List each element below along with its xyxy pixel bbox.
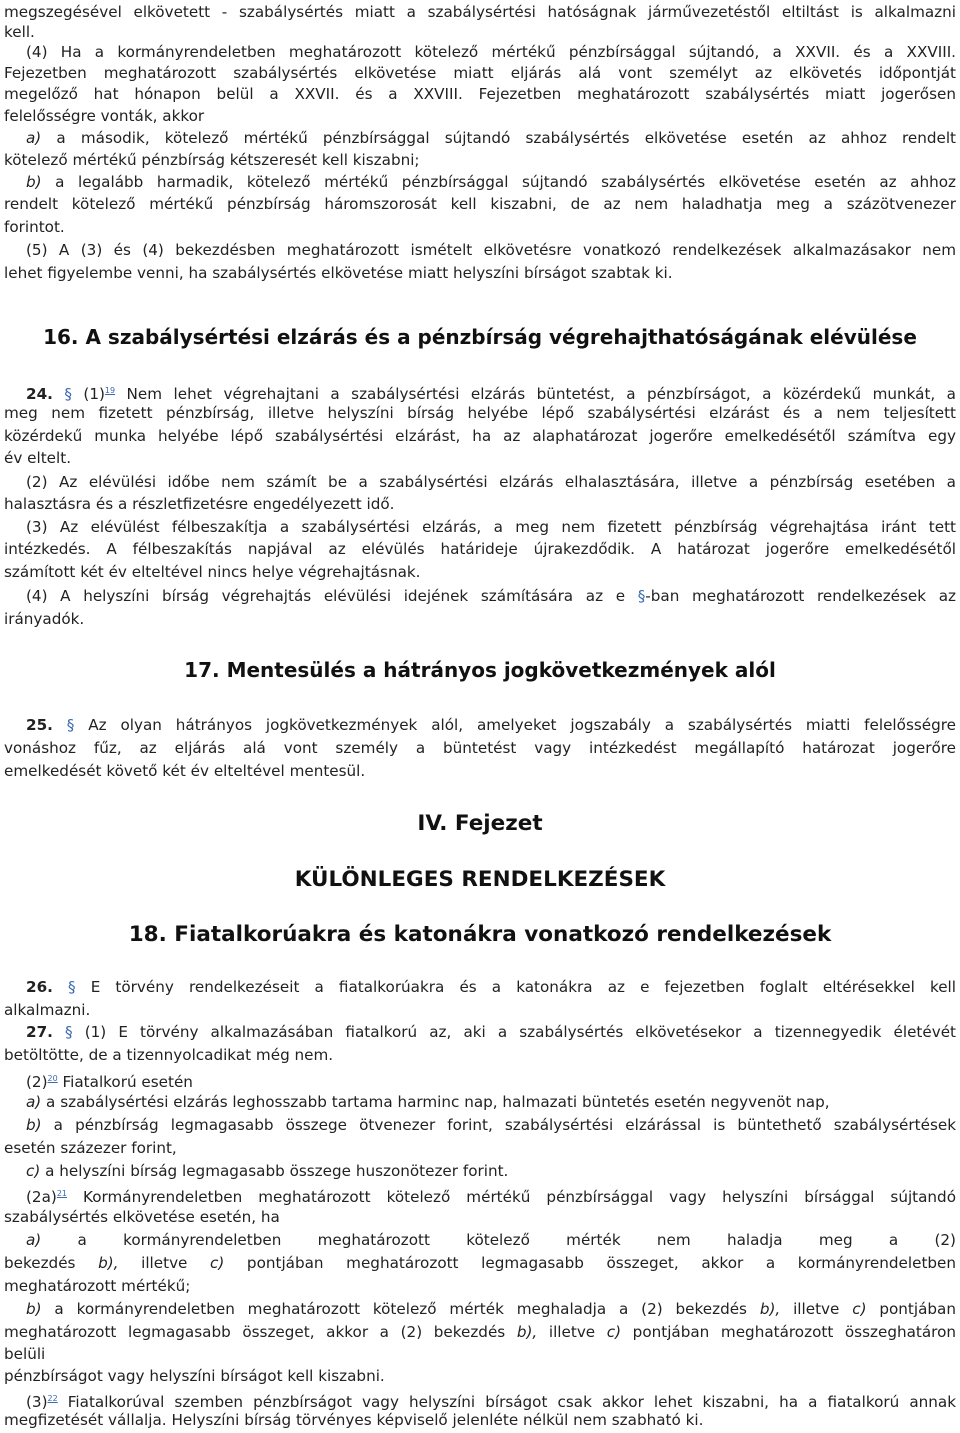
item-text: a pénzbírság legmagasabb összege ötvenezer forint, szabálysértési elzárással is büntethető szabálysértések [41,1116,956,1134]
paragraph-26 [4,975,956,999]
paragraph-25 [4,713,956,737]
section-sign-link[interactable]: § [64,385,72,404]
list-item-a [26,126,956,150]
text-line: számított két év elteltével nincs helye végrehajtásnak. [4,563,421,581]
line-text: -ban meghatározott rendelkezések az [645,587,956,605]
text-line: belüli [4,1345,46,1363]
item-marker: b), [759,1300,781,1318]
text-line: megelőző hat hónapon belül a XXVII. és a XXVIII. Fejezetben meghatározott szabálysértés miatt jogerősen [4,85,956,103]
item-text: a szabálysértési elzárás leghosszabb tartama harminc nap, halmazati büntetés esetén negyvenöt nap, [41,1093,830,1111]
paragraph-text: Az olyan hátrányos jogkövetkezmények alól, amelyeket jogszabály a szabálysértés miatti felelősségre [74,716,957,734]
text-line: Fejezetben meghatározott szabálysértés elkövetése miatt eljárás alá vont személyt az elkövetés időpontját [4,64,956,82]
text-line [26,1182,956,1206]
footnote-link-21[interactable]: 21 [56,1189,68,1198]
text-line [4,1320,956,1344]
chapter-subtitle: KÜLÖNLEGES RENDELKEZÉSEK [294,867,666,892]
list-item-a [26,1090,956,1114]
line-text: meghatározott legmagasabb összeget, akkor a (2) bekezdés [4,1323,517,1341]
line-text: Kormányrendeletben meghatározott kötelező mértékű pénzbírsággal vagy helyszíni bírsággal sújtandó [67,1188,956,1207]
item-text: a helyszíni bírság legmagasabb összege huszonötezer forint. [40,1162,509,1180]
subsection-number: (1) [83,385,105,404]
item-text: a legalább harmadik, kötelező mértékű pénzbírsággal sújtandó szabálysértés elkövetése esetén az ahhoz [41,173,956,191]
paragraph-27 [4,1020,956,1044]
section-sign-link[interactable]: § [68,978,76,996]
line-text: illetve [537,1323,607,1341]
list-item-b [26,1297,956,1321]
text-line: megfizetését vállalja. Helyszíni bírság törvényes képviselő jelenléte nélkül nem szabható ki. [4,1411,704,1429]
item-marker: b), [516,1323,538,1341]
text-line: kell. [4,23,35,41]
list-item-b [26,170,956,194]
text-line: pénzbírságot vagy helyszíni bírságot kell kiszabni. [4,1367,385,1385]
text-line: meghatározott mértékű; [4,1277,191,1295]
footnote-link-22[interactable]: 22 [47,1394,58,1403]
paragraph-number: 25. [26,716,53,734]
item-marker: c) [210,1254,225,1272]
list-item-c [26,1159,956,1183]
line-text: pontjában [866,1300,956,1318]
text-line: rendelt kötelező mértékű pénzbírság háromszorosát kell kiszabni, de az nem haladhatja meg a százötvenezer [4,195,956,213]
text-line: alkalmazni. [4,1001,91,1019]
subsection-number: (3) [26,1393,48,1412]
text-line [4,1251,956,1275]
text-line: felelősségre vonták, akkor [4,107,205,125]
line-text: Fiatalkorúval szemben pénzbírságot vagy helyszíni bírságot csak akkor lehet kiszabni, ha a fiatalkorú annak [57,1393,956,1412]
item-marker: a) [26,1093,42,1111]
item-marker: b) [26,1300,42,1318]
line-text: bekezdés [4,1254,99,1272]
chapter-title: IV. Fejezet [417,811,543,836]
text-line: betöltötte, de a tizennyolcadikat még nem. [4,1046,334,1064]
paragraph-text: E törvény rendelkezéseit a fiatalkorúakra és a katonákra az e fejezetben foglalt eltérésekkel kell [75,978,956,996]
section-sign-link[interactable]: § [65,1023,73,1041]
line-text: pontjában meghatározott legmagasabb összeget, akkor a kormányrendeletben [224,1254,957,1272]
section-heading-18: 18. Fiatalkorúakra és katonákra vonatkozó rendelkezések [128,922,832,947]
item-marker: a) [26,1231,42,1249]
section-heading-17: 17. Mentesülés a hátrányos jogkövetkezmények alól [184,658,776,682]
text-line: forintot. [4,218,65,236]
text-line: megszegésével elkövetett - szabálysértés miatt a szabálysértési hatóságnak járművezetéstől eltiltást is alkalmazni [4,3,956,21]
text-line: közérdekű munka helyébe lépő szabálysértési elzárást, ha az alaphatározat jogerőre emelkedésétől számítva egy [4,427,956,445]
text-line: (2) Az elévülési időbe nem számít be a szabálysértési elzárás elhalasztására, illetve a pénzbírság esetében a [26,473,956,491]
subsection-number: (2a) [26,1188,57,1207]
text-line: kötelező mértékű pénzbírság kétszeresét kell kiszabni; [4,151,420,169]
text-line: (4) Ha a kormányrendeletben meghatározott kötelező mértékű pénzbírsággal sújtandó, a XXVII. és a XXVIII. [26,43,956,61]
text-line: év eltelt. [4,449,72,467]
section-heading-16: 16. A szabálysértési elzárás és a pénzbírság végrehajthatóságának elévülése [43,325,917,349]
line-text: (4) A helyszíni bírság végrehajtás elévülési idejének számítására az e [26,587,638,605]
paragraph-text: (1) E törvény alkalmazásában fiatalkorú az, aki a szabálysértés elkövetésekor a tizennegyedik életévét [72,1023,957,1041]
item-marker: b) [26,1116,42,1134]
text-line [26,1067,956,1091]
text-line: esetén százezer forint, [4,1139,177,1157]
section-sign-link[interactable]: § [637,587,646,605]
list-item-b [26,1113,956,1137]
item-text: a kormányrendeletben meghatározott kötelező mérték nem haladja meg a (2) [41,1231,956,1249]
paragraph-number: 27. [26,1023,53,1041]
line-text: a kormányrendeletben meghatározott kötelező mérték meghaladja a (2) bekezdés [41,1300,760,1318]
item-text: a második, kötelező mértékű pénzbírsággal sújtandó szabálysértés elkövetése esetén az ahhoz rendelt [41,129,956,147]
paragraph-text: Nem lehet végrehajtani a szabálysértési elzárás büntetést, a pénzbírságot, a közérdekű munkát, a [115,385,956,404]
footnote-link-19[interactable]: 19 [104,386,116,395]
item-marker: a) [26,129,42,147]
line-text: Fiatalkorú esetén [57,1073,193,1092]
text-line: intézkedés. A félbeszakítás napjával az elévülés határideje újrakezdődik. A határozat jogerőre emelkedésétől [4,540,956,558]
item-marker: c) [26,1162,41,1180]
paragraph-number: 24. [26,385,53,404]
text-line: (3) Az elévülést félbeszakítja a szabálysértési elzárás, a meg nem fizetett pénzbírság végrehajtása iránt tett [26,518,956,536]
section-sign-link[interactable]: § [66,716,75,734]
text-line: lehet figyelembe venni, ha szabálysértés elkövetése miatt helyszíni bírságot szabtak ki. [4,264,673,282]
item-marker: c) [852,1300,867,1318]
line-text: pontjában meghatározott összeghatáron [621,1323,956,1341]
text-line: szabálysértés elkövetése esetén, ha [4,1208,280,1226]
text-line: (5) A (3) és (4) bekezdésben meghatározott ismételt elkövetésre vonatkozó rendelkezések alkalmazásakor nem [26,241,956,259]
text-line: meg nem fizetett pénzbírság, illetve helyszíni bírság helyébe lépő szabálysértési elzárást és a nem teljesített [4,404,956,422]
footnote-link-20[interactable]: 20 [47,1074,58,1083]
text-line: vonáshoz fűz, az eljárás alá vont személy a büntetést vagy intézkedést megállapító határozat jogerőre [4,739,956,757]
item-marker: b), [98,1254,119,1272]
line-text: illetve [118,1254,211,1272]
item-marker: b) [26,173,42,191]
text-line: emelkedését követő két év elteltével mentesül. [4,762,366,780]
subsection-number: (2) [26,1073,48,1092]
item-marker: c) [606,1323,622,1341]
text-line [26,584,956,608]
paragraph-24 [4,379,956,403]
list-item-a [26,1228,956,1252]
paragraph-number: 26. [26,978,53,996]
text-line: irányadók. [4,610,85,628]
line-text: illetve [780,1300,853,1318]
text-line: halasztásra és a részletfizetésre engedélyezett idő. [4,495,395,513]
